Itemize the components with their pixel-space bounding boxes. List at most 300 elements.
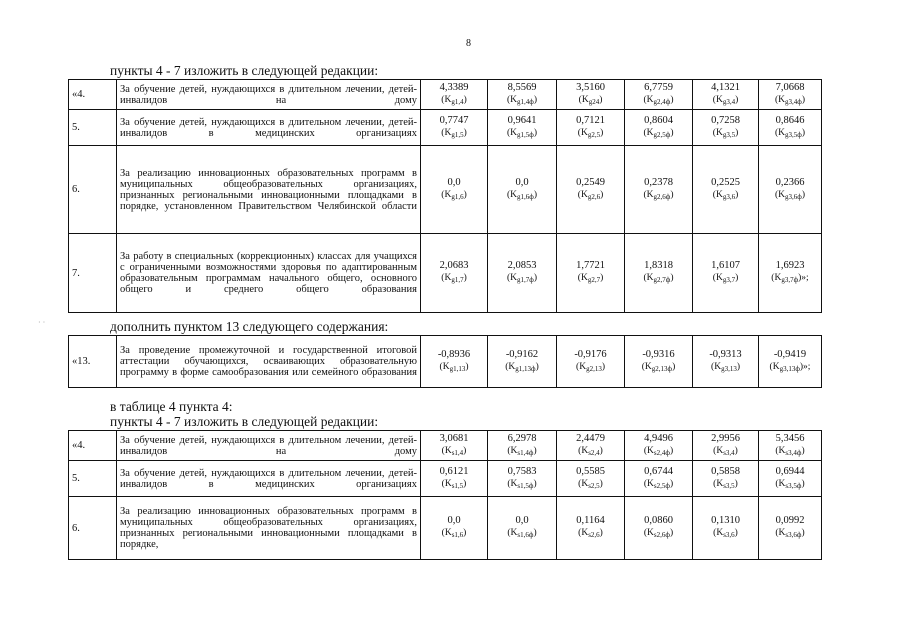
coefficient-code: $(K_{g3,13ф})$»; bbox=[769, 361, 811, 373]
coefficient-suffix: ) bbox=[801, 445, 805, 456]
coefficient-subscript: s1,6 bbox=[451, 531, 464, 539]
coefficient-value: 0,2378 bbox=[644, 176, 673, 188]
coefficient-suffix: ) bbox=[533, 528, 537, 538]
coefficient-subscript: g1,6 bbox=[451, 192, 464, 201]
coefficient-value: 5,3456 bbox=[775, 432, 805, 444]
coefficient-letter: K bbox=[444, 478, 452, 489]
row-number: 6. bbox=[69, 497, 117, 560]
coefficient-code: $(K_{g3,6})$ bbox=[712, 189, 739, 201]
table-row bbox=[69, 431, 822, 461]
row-number: «13. bbox=[69, 336, 117, 388]
coefficient-value: 0,0860 bbox=[644, 515, 673, 526]
coefficient-letter: K bbox=[647, 478, 654, 489]
page-number: 8 bbox=[466, 38, 471, 49]
coefficient-cell bbox=[759, 336, 822, 388]
coefficient-cell bbox=[488, 80, 557, 110]
coefficient-value: -0,9176 bbox=[574, 348, 607, 360]
coefficient-value: 2,0683 bbox=[439, 260, 469, 271]
coefficient-code: $(K_{g24})$ bbox=[578, 94, 603, 106]
coefficients-table-2 bbox=[68, 335, 822, 388]
coefficient-subscript: g3,13 bbox=[721, 364, 737, 373]
coefficient-code: $(K_{g1,7ф})$ bbox=[506, 273, 537, 284]
coefficient-cell bbox=[693, 336, 759, 388]
coefficient-value: 8,5569 bbox=[507, 81, 537, 93]
coefficient-code: $(K_{g1,5ф})$ bbox=[506, 127, 537, 139]
coefficient-suffix: ) bbox=[670, 94, 674, 105]
coefficient-value: 1,7721 bbox=[576, 260, 605, 271]
section-heading-2: дополнить пунктом 13 следующего содержания: bbox=[110, 319, 389, 334]
coefficient-value: 0,8646 bbox=[775, 114, 805, 126]
coefficient-cell bbox=[421, 461, 488, 497]
coefficient-letter: K bbox=[715, 94, 723, 105]
coefficient-letter: K bbox=[580, 189, 588, 200]
coefficient-subscript: g3,6ф bbox=[785, 192, 802, 201]
coefficient-subscript: g2,7ф bbox=[653, 276, 671, 284]
coefficient-cell bbox=[759, 80, 822, 110]
scan-mark: · · bbox=[38, 318, 46, 327]
coefficient-value: 0,8604 bbox=[644, 114, 673, 126]
coefficient-subscript: g2,4ф bbox=[653, 97, 671, 106]
table-row bbox=[69, 146, 822, 234]
coefficient-letter: K bbox=[580, 127, 588, 138]
coefficient-value: 2,9956 bbox=[711, 432, 740, 444]
coefficient-suffix: ) bbox=[734, 478, 738, 489]
coefficient-code: $(K_{s3,4ф})$ bbox=[775, 445, 805, 457]
coefficient-value: 2,4479 bbox=[576, 432, 605, 444]
coefficient-value: 0,7121 bbox=[576, 114, 605, 126]
coefficient-letter: K bbox=[716, 445, 724, 456]
table-row bbox=[69, 461, 822, 497]
coefficient-cell bbox=[759, 146, 822, 234]
coefficient-value: 4,9496 bbox=[644, 432, 673, 444]
coefficient-subscript: g2,5ф bbox=[653, 130, 671, 139]
coefficient-code: $(K_{s2,4ф})$ bbox=[643, 445, 674, 457]
coefficient-value: 1,6107 bbox=[711, 260, 740, 271]
coefficient-code: $(K_{s1,5})$ bbox=[441, 478, 467, 490]
coefficient-suffix: ) bbox=[735, 94, 739, 105]
coefficient-suffix: ) bbox=[463, 94, 467, 105]
coefficient-cell bbox=[557, 497, 625, 560]
coefficient-subscript: g3,4 bbox=[722, 97, 736, 106]
row-number: «4. bbox=[69, 431, 117, 461]
coefficient-suffix: ) bbox=[736, 361, 740, 372]
coefficient-cell bbox=[421, 110, 488, 146]
coefficient-cell bbox=[693, 497, 759, 560]
coefficient-code: $(K_{g1,13ф})$ bbox=[505, 361, 539, 373]
coefficient-cell bbox=[488, 146, 557, 234]
coefficient-code: $(K_{g2,7})$ bbox=[577, 273, 604, 284]
section-heading-3: в таблице 4 пункта 4: bbox=[110, 399, 233, 414]
coefficient-cell bbox=[759, 497, 822, 560]
coefficient-letter: K bbox=[444, 94, 452, 105]
coefficient-cell bbox=[421, 234, 488, 313]
coefficient-subscript: g1,4 bbox=[451, 97, 464, 106]
coefficient-subscript: g1,13ф bbox=[515, 364, 536, 373]
coefficient-subscript: g3,7 bbox=[722, 276, 736, 284]
coefficient-suffix: ) bbox=[735, 273, 739, 283]
coefficient-code: $(K_{g2,5ф})$ bbox=[643, 127, 674, 139]
coefficient-value: -0,9316 bbox=[642, 348, 675, 360]
coefficient-value: -0,9419 bbox=[773, 348, 807, 360]
coefficient-subscript: g2,6 bbox=[587, 192, 601, 201]
coefficient-suffix: ) bbox=[601, 361, 605, 372]
coefficient-letter: K bbox=[444, 127, 452, 138]
coefficient-value: 6,7759 bbox=[644, 81, 673, 93]
coefficient-code: $(K_{g2,6ф})$ bbox=[643, 189, 674, 201]
coefficient-subscript: g1,5 bbox=[451, 130, 464, 139]
coefficient-suffix: ) bbox=[533, 94, 537, 105]
coefficient-cell bbox=[759, 431, 822, 461]
coefficient-code: $(K_{s1,4ф})$ bbox=[507, 445, 537, 457]
coefficient-code: $(K_{s1,6})$ bbox=[441, 528, 467, 539]
table-row bbox=[69, 336, 822, 388]
section-heading-4: пункты 4 - 7 изложить в следующей редакции: bbox=[110, 414, 379, 429]
coefficient-letter: K bbox=[778, 478, 786, 489]
coefficient-value: 0,0992 bbox=[775, 515, 805, 526]
row-description: За обучение детей, нуждающихся в длительном лечении, детей-инвалидов в медицинских организациях bbox=[117, 110, 421, 146]
coefficient-code: $(K_{s2,6ф})$ bbox=[643, 528, 674, 539]
coefficient-code: $(K_{s3,6ф})$ bbox=[775, 528, 805, 539]
coefficient-cell bbox=[693, 146, 759, 234]
coefficient-suffix: ) bbox=[463, 528, 467, 538]
coefficient-subscript: s1,4ф bbox=[517, 448, 534, 457]
coefficient-letter: K bbox=[510, 127, 518, 138]
coefficient-value: 0,5585 bbox=[576, 465, 605, 477]
coefficient-code: $(K_{g1,13})$ bbox=[439, 361, 469, 373]
coefficient-code: $(K_{s2,5})$ bbox=[578, 478, 603, 490]
coefficient-code: $(K_{g2,4ф})$ bbox=[643, 94, 674, 106]
coefficient-letter: K bbox=[646, 189, 654, 200]
coefficient-cell bbox=[421, 431, 488, 461]
table-row bbox=[69, 234, 822, 313]
coefficient-subscript: g2,7 bbox=[587, 276, 601, 284]
coefficient-suffix: ) bbox=[734, 528, 738, 538]
coefficient-subscript: s1,4 bbox=[451, 448, 464, 457]
row-number: 5. bbox=[69, 110, 117, 146]
coefficient-subscript: g2,13 bbox=[586, 364, 602, 373]
coefficient-subscript: g24 bbox=[588, 97, 600, 106]
coefficient-suffix: ) bbox=[463, 189, 467, 200]
coefficient-subscript: s2,6 bbox=[588, 531, 600, 539]
coefficient-subscript: s3,5ф bbox=[785, 481, 802, 490]
coefficient-subscript: g1,7ф bbox=[517, 276, 534, 284]
coefficient-cell bbox=[693, 234, 759, 313]
coefficient-letter: K bbox=[715, 273, 723, 283]
coefficient-value: 0,2366 bbox=[775, 176, 805, 188]
coefficient-code: $(K_{g2,6})$ bbox=[577, 189, 604, 201]
coefficient-code: $(K_{s2,5ф})$ bbox=[643, 478, 674, 490]
coefficient-subscript: g3,5 bbox=[722, 130, 736, 139]
coefficient-value: 0,1310 bbox=[711, 515, 740, 526]
coefficient-code: $(K_{s2,6})$ bbox=[578, 528, 603, 539]
row-number: «4. bbox=[69, 80, 117, 110]
coefficient-cell bbox=[693, 80, 759, 110]
coefficient-value: 0,0 bbox=[515, 515, 529, 526]
coefficient-letter: K bbox=[510, 94, 518, 105]
coefficient-subscript: s1,5ф bbox=[517, 481, 534, 490]
coefficient-value: 0,9641 bbox=[507, 114, 537, 126]
coefficient-code: $(K_{g3,6ф})$ bbox=[774, 189, 805, 201]
coefficient-code: $(K_{g2,13})$ bbox=[576, 361, 605, 373]
coefficient-letter: K bbox=[646, 94, 654, 105]
coefficient-suffix: )»; bbox=[798, 273, 809, 283]
coefficient-value: 0,0 bbox=[515, 176, 529, 188]
coefficient-cell bbox=[488, 461, 557, 497]
coefficient-cell bbox=[759, 234, 822, 313]
coefficient-letter: K bbox=[647, 528, 654, 538]
coefficient-code: $(K_{g1,6ф})$ bbox=[506, 189, 537, 201]
coefficient-value: 1,6923 bbox=[775, 260, 805, 271]
coefficient-value: 0,7747 bbox=[439, 114, 469, 126]
coefficient-value: 0,6121 bbox=[439, 465, 469, 477]
coefficient-letter: K bbox=[510, 445, 518, 456]
row-description: За реализацию инновационных образовательных программ в муниципальных общеобразовательных организациях, признанных региональными инновационными площадками в порядке, установленном Правительством Челябинской области bbox=[117, 146, 421, 234]
coefficient-cell bbox=[625, 80, 693, 110]
coefficient-subscript: g2,5 bbox=[587, 130, 601, 139]
coefficient-subscript: s3,6 bbox=[723, 531, 735, 539]
coefficient-letter: K bbox=[581, 94, 589, 105]
coefficient-suffix: ) bbox=[463, 127, 467, 138]
coefficients-table-1 bbox=[68, 79, 822, 313]
coefficient-letter: K bbox=[444, 528, 452, 538]
coefficient-subscript: s3,4ф bbox=[785, 448, 802, 457]
coefficient-subscript: g3,4ф bbox=[785, 97, 802, 106]
coefficient-suffix: ) bbox=[463, 273, 467, 283]
coefficient-cell bbox=[557, 110, 625, 146]
coefficient-subscript: g1,5ф bbox=[517, 130, 534, 139]
coefficient-value: 0,1164 bbox=[576, 515, 605, 526]
coefficient-code: $(K_{s3,4})$ bbox=[713, 445, 738, 457]
coefficient-suffix: ) bbox=[801, 478, 805, 489]
coefficient-letter: K bbox=[644, 361, 652, 372]
coefficient-suffix: ) bbox=[801, 94, 805, 105]
coefficient-cell bbox=[557, 336, 625, 388]
row-number: 6. bbox=[69, 146, 117, 234]
coefficient-code: $(K_{s3,5ф})$ bbox=[775, 478, 805, 490]
coefficient-value: 6,2978 bbox=[507, 432, 537, 444]
coefficient-letter: K bbox=[714, 361, 722, 372]
coefficient-value: -0,8936 bbox=[437, 348, 471, 360]
coefficient-cell bbox=[625, 461, 693, 497]
row-description: За проведение промежуточной и государственной итоговой аттестации обучающихся, осваивающих образовательную программу в форме самообразования или семейного образования bbox=[117, 336, 421, 388]
coefficient-value: 0,6944 bbox=[775, 465, 805, 477]
coefficient-value: 0,7583 bbox=[507, 465, 537, 477]
coefficient-code: $(K_{s1,6ф})$ bbox=[507, 528, 537, 539]
coefficient-value: 3,0681 bbox=[439, 432, 469, 444]
coefficient-letter: K bbox=[778, 127, 786, 138]
coefficient-letter: K bbox=[510, 273, 518, 283]
coefficient-suffix: ) bbox=[600, 127, 604, 138]
coefficient-letter: K bbox=[581, 478, 589, 489]
coefficient-suffix: ) bbox=[801, 528, 805, 538]
coefficient-suffix: ) bbox=[535, 361, 539, 372]
coefficients-table-3 bbox=[68, 430, 822, 560]
coefficient-suffix: ) bbox=[734, 445, 738, 456]
coefficient-code: $(K_{g2,13ф})$ bbox=[641, 361, 676, 373]
coefficient-code: $(K_{g1,4})$ bbox=[441, 94, 467, 106]
table-row bbox=[69, 497, 822, 560]
coefficient-value: 0,2549 bbox=[576, 176, 605, 188]
coefficient-suffix: ) bbox=[735, 189, 739, 200]
coefficient-suffix: ) bbox=[599, 528, 603, 538]
coefficient-letter: K bbox=[580, 273, 588, 283]
coefficient-subscript: g2,6ф bbox=[653, 192, 671, 201]
coefficient-cell bbox=[625, 431, 693, 461]
coefficient-letter: K bbox=[778, 94, 786, 105]
coefficient-letter: K bbox=[774, 273, 782, 283]
coefficient-code: $(K_{g3,7})$ bbox=[712, 273, 739, 284]
coefficient-cell bbox=[557, 234, 625, 313]
coefficient-code: $(K_{g1,6})$ bbox=[441, 189, 467, 201]
coefficient-subscript: g1,6ф bbox=[517, 192, 534, 201]
coefficient-letter: K bbox=[716, 478, 724, 489]
row-number: 7. bbox=[69, 234, 117, 313]
coefficient-letter: K bbox=[508, 361, 516, 372]
coefficient-code: $(K_{g1,5})$ bbox=[441, 127, 467, 139]
coefficient-letter: K bbox=[510, 189, 518, 200]
coefficient-suffix: ) bbox=[599, 445, 603, 456]
coefficient-suffix: ) bbox=[533, 189, 537, 200]
coefficient-suffix: ) bbox=[600, 189, 604, 200]
coefficient-suffix: ) bbox=[670, 189, 674, 200]
coefficient-suffix: ) bbox=[669, 478, 674, 489]
coefficient-value: 1,8318 bbox=[644, 260, 673, 271]
coefficient-suffix: )»; bbox=[799, 361, 811, 372]
coefficient-value: 2,0853 bbox=[507, 260, 537, 271]
coefficient-letter: K bbox=[646, 273, 654, 283]
coefficient-code: $(K_{s1,4})$ bbox=[441, 445, 467, 457]
coefficient-cell bbox=[421, 336, 488, 388]
coefficient-code: $(K_{s2,4})$ bbox=[578, 445, 603, 457]
coefficient-subscript: g3,5ф bbox=[785, 130, 802, 139]
coefficient-letter: K bbox=[778, 445, 786, 456]
coefficient-subscript: s2,4ф bbox=[653, 448, 670, 457]
coefficient-cell bbox=[557, 431, 625, 461]
coefficient-suffix: ) bbox=[599, 478, 603, 489]
table-row bbox=[69, 80, 822, 110]
coefficient-cell bbox=[488, 110, 557, 146]
coefficient-cell bbox=[488, 431, 557, 461]
coefficient-subscript: s1,6ф bbox=[517, 531, 534, 539]
coefficient-letter: K bbox=[579, 361, 587, 372]
coefficient-subscript: g1,4ф bbox=[517, 97, 534, 106]
coefficient-letter: K bbox=[444, 189, 452, 200]
coefficient-subscript: s3,4 bbox=[723, 448, 735, 457]
coefficient-cell bbox=[557, 80, 625, 110]
coefficient-subscript: s2,4 bbox=[588, 448, 600, 457]
coefficient-value: -0,9162 bbox=[505, 348, 539, 360]
coefficient-subscript: g3,13ф bbox=[779, 364, 800, 373]
coefficient-value: 4,3389 bbox=[439, 81, 469, 93]
coefficient-cell bbox=[488, 497, 557, 560]
coefficient-suffix: ) bbox=[599, 94, 603, 105]
coefficient-suffix: ) bbox=[669, 528, 674, 538]
coefficient-code: $(K_{g3,4ф})$ bbox=[774, 94, 805, 106]
coefficient-letter: K bbox=[510, 528, 518, 538]
coefficient-letter: K bbox=[442, 361, 450, 372]
coefficient-subscript: g2,13ф bbox=[651, 364, 673, 373]
coefficient-letter: K bbox=[772, 361, 780, 372]
coefficient-suffix: ) bbox=[801, 127, 805, 138]
coefficient-letter: K bbox=[715, 189, 723, 200]
coefficient-subscript: s2,5 bbox=[588, 481, 600, 490]
coefficient-suffix: ) bbox=[533, 478, 537, 489]
coefficient-letter: K bbox=[510, 478, 518, 489]
coefficient-cell bbox=[625, 497, 693, 560]
coefficient-subscript: s3,6ф bbox=[785, 531, 802, 539]
coefficient-letter: K bbox=[581, 528, 589, 538]
row-number: 5. bbox=[69, 461, 117, 497]
coefficient-code: $(K_{s3,5})$ bbox=[713, 478, 738, 490]
coefficient-cell bbox=[693, 431, 759, 461]
coefficient-value: 0,5858 bbox=[711, 465, 740, 477]
row-description: За обучение детей, нуждающихся в длительном лечении, детей-инвалидов на дому bbox=[117, 431, 421, 461]
coefficient-cell bbox=[625, 336, 693, 388]
coefficient-letter: K bbox=[778, 528, 786, 538]
coefficient-suffix: ) bbox=[463, 478, 467, 489]
row-description: За реализацию инновационных образовательных программ в муниципальных общеобразовательных организациях, признанных региональными инновационными площадками в порядке, bbox=[117, 497, 421, 560]
coefficient-subscript: g3,6 bbox=[722, 192, 736, 201]
coefficient-value: 0,0 bbox=[447, 515, 461, 526]
coefficient-letter: K bbox=[647, 445, 654, 456]
coefficient-cell bbox=[488, 336, 557, 388]
coefficient-subscript: s2,5ф bbox=[653, 481, 670, 490]
coefficient-cell bbox=[625, 234, 693, 313]
coefficient-code: $(K_{g2,7ф})$ bbox=[643, 273, 674, 284]
coefficient-suffix: ) bbox=[669, 445, 674, 456]
coefficient-letter: K bbox=[444, 273, 452, 283]
coefficient-code: $(K_{g3,4})$ bbox=[712, 94, 739, 106]
table-row bbox=[69, 110, 822, 146]
coefficient-value: 0,6744 bbox=[644, 465, 673, 477]
coefficient-letter: K bbox=[646, 127, 654, 138]
coefficient-cell bbox=[557, 461, 625, 497]
coefficient-suffix: ) bbox=[735, 127, 739, 138]
coefficient-suffix: ) bbox=[600, 273, 604, 283]
coefficient-suffix: ) bbox=[670, 273, 674, 283]
coefficient-subscript: g1,13 bbox=[449, 364, 466, 373]
coefficient-subscript: s3,5 bbox=[723, 481, 735, 490]
coefficient-suffix: ) bbox=[465, 361, 469, 372]
coefficient-code: $(K_{s3,6})$ bbox=[713, 528, 738, 539]
coefficient-value: -0,9313 bbox=[709, 348, 742, 360]
coefficient-suffix: ) bbox=[672, 361, 676, 372]
coefficient-value: 0,2525 bbox=[711, 176, 740, 188]
coefficient-value: 3,5160 bbox=[576, 81, 605, 93]
coefficient-letter: K bbox=[716, 528, 724, 538]
coefficient-cell bbox=[625, 146, 693, 234]
coefficient-code: $(K_{g3,13})$ bbox=[711, 361, 740, 373]
coefficient-value: 0,0 bbox=[447, 176, 461, 188]
coefficient-value: 0,7258 bbox=[711, 114, 740, 126]
coefficient-cell bbox=[557, 146, 625, 234]
coefficient-letter: K bbox=[581, 445, 589, 456]
coefficient-code: $(K_{g3,5ф})$ bbox=[774, 127, 805, 139]
coefficient-cell bbox=[759, 461, 822, 497]
coefficient-subscript: s1,5 bbox=[451, 481, 464, 490]
coefficient-value: 4,1321 bbox=[711, 81, 740, 93]
row-description: За работу в специальных (коррекционных) классах для учащихся с ограниченными возможностями здоровья по адаптированным образовательным программам начального общего, основного общего и среднего общего образования bbox=[117, 234, 421, 313]
coefficient-suffix: ) bbox=[463, 445, 467, 456]
coefficient-code: $(K_{g1,4ф})$ bbox=[506, 94, 537, 106]
coefficient-letter: K bbox=[715, 127, 723, 138]
section-heading-1: пункты 4 - 7 изложить в следующей редакции: bbox=[110, 63, 379, 78]
coefficient-letter: K bbox=[444, 445, 452, 456]
coefficient-cell bbox=[488, 234, 557, 313]
coefficient-letter: K bbox=[778, 189, 786, 200]
coefficient-subscript: g3,7ф bbox=[781, 276, 799, 284]
coefficient-cell bbox=[693, 461, 759, 497]
